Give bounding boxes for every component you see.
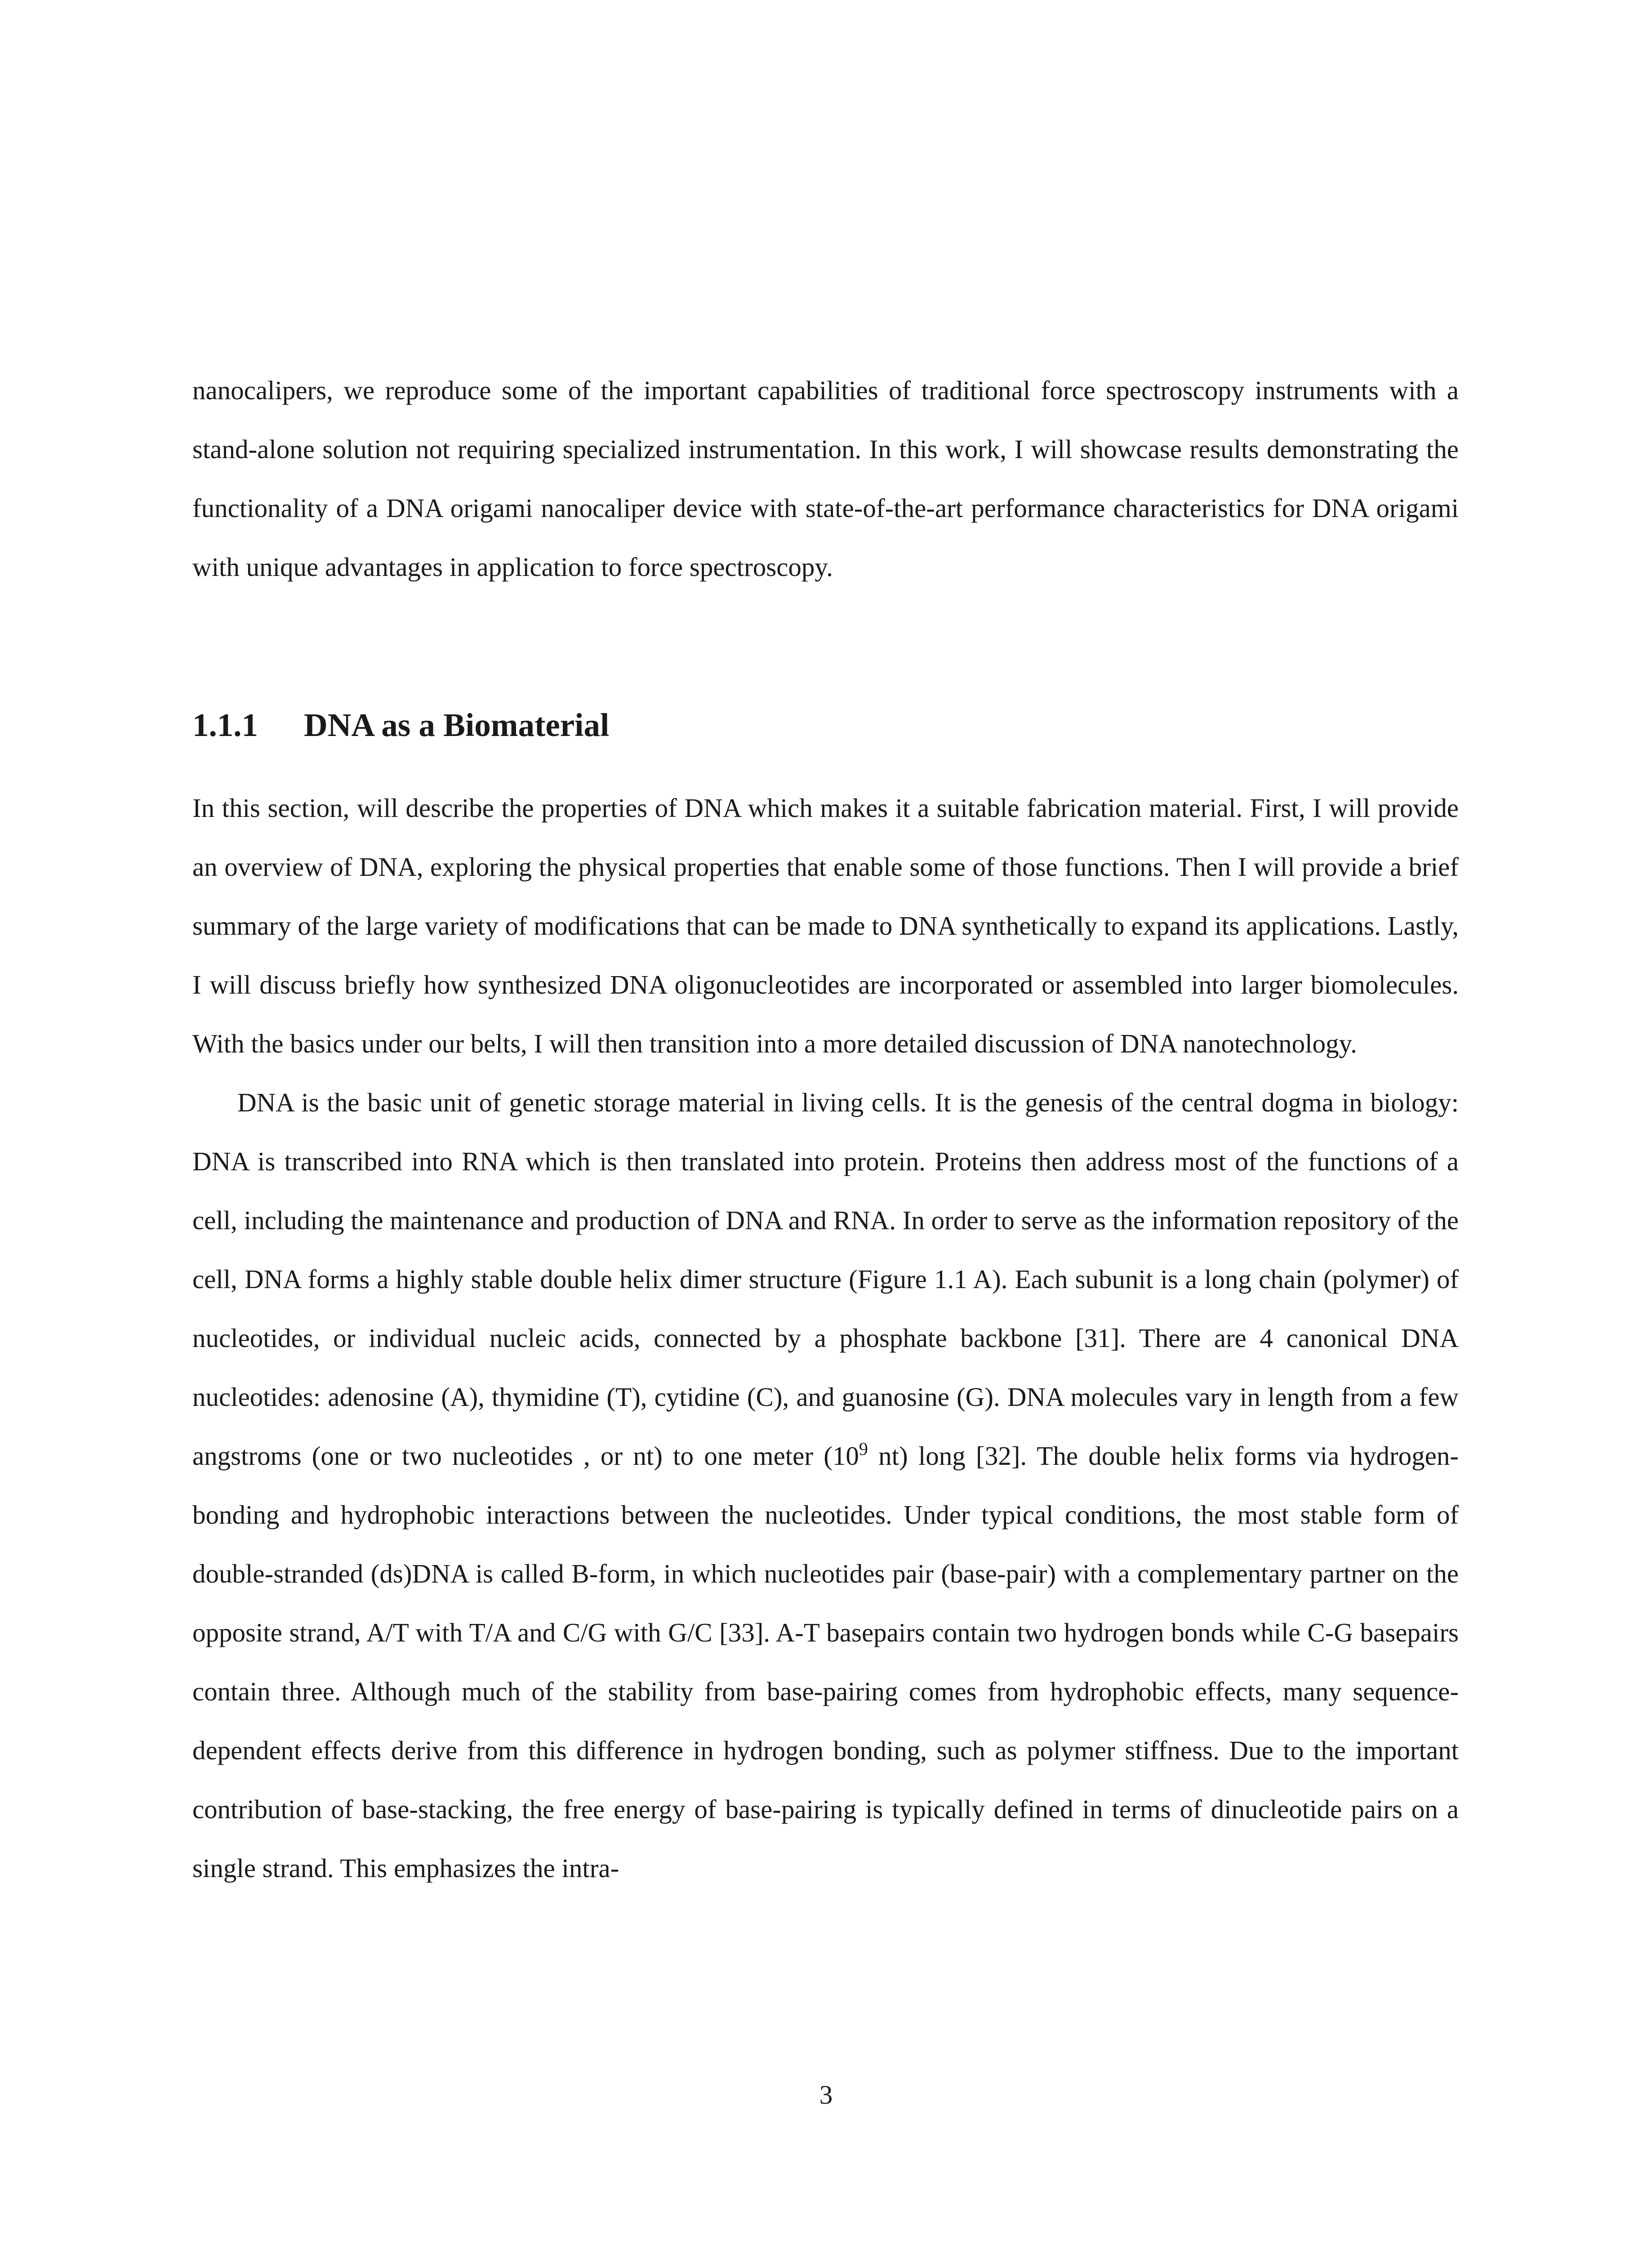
page-number: 3 bbox=[819, 2080, 833, 2110]
section-title: DNA as a Biomaterial bbox=[304, 707, 610, 743]
intro-paragraph: nanocalipers, we reproduce some of the important capabilities of traditional force spectroscopy instruments with a stand-alone solution not requiring specialized instrumentation. In this work, I will showcase results demonstrating the functionality of a DNA origami nanocaliper device with state-of-the-art performance characteristics for DNA origami with unique advantages in application to force spectroscopy. bbox=[192, 375, 1459, 582]
section-body bbox=[192, 779, 1459, 1898]
section-number: 1.1.1 bbox=[192, 707, 258, 743]
section-heading bbox=[192, 698, 609, 752]
paragraph-2-part-2: nt) long [32]. The double helix forms via hydrogen-bonding and hydrophobic interactions between the nucleotides. Under typical conditions, the most stable form of double-stranded (ds)DNA is called B-form, in which nucleotides pair (base-pair) with a complementary partner on the opposite strand, A/T with T/A and C/G with G/C [33]. A-T basepairs contain two hydrogen bonds while C-G basepairs contain three. Although much of the stability from base-pairing comes from hydrophobic effects, many sequence-dependent effects derive from this difference in hydrogen bonding, such as polymer stiffness. Due to the important contribution of base-stacking, the free energy of base-pairing is typically defined in terms of dinucleotide pairs on a single strand. This emphasizes the intra- bbox=[192, 1441, 1459, 1883]
exponent-superscript: 9 bbox=[859, 1439, 868, 1459]
paragraph-2-part-1: DNA is the basic unit of genetic storage material in living cells. It is the genesis of the central dogma in biology: DNA is transcribed into RNA which is then translated into protein. Proteins then address most of the functions of a cell, including the maintenance and production of DNA and RNA. In order to serve as the information repository of the cell, DNA forms a highly stable double helix dimer structure (Figure 1.1 A). Each subunit is a long chain (polymer) of nucleotides, or individual nucleic acids, connected by a phosphate backbone [31]. There are 4 canonical DNA nucleotides: adenosine (A), thymidine (T), cytidine (C), and guanosine (G). DNA molecules vary in length from a few angstroms (one or two nucleotides , or nt) to one meter (10 bbox=[192, 1088, 1459, 1471]
body-paragraph-1: In this section, will describe the properties of DNA which makes it a suitable fabrication material. First, I will provide an overview of DNA, exploring the physical properties that enable some of those functions. Then I will provide a brief summary of the large variety of modifications that can be made to DNA synthetically to expand its applications. Lastly, I will discuss briefly how synthesized DNA oligonucleotides are incorporated or assembled into larger biomolecules. With the basics under our belts, I will then transition into a more detailed discussion of DNA nanotechnology. bbox=[192, 793, 1459, 1058]
body-paragraph-2 bbox=[192, 1073, 1459, 1898]
intro-text-block bbox=[192, 361, 1459, 597]
